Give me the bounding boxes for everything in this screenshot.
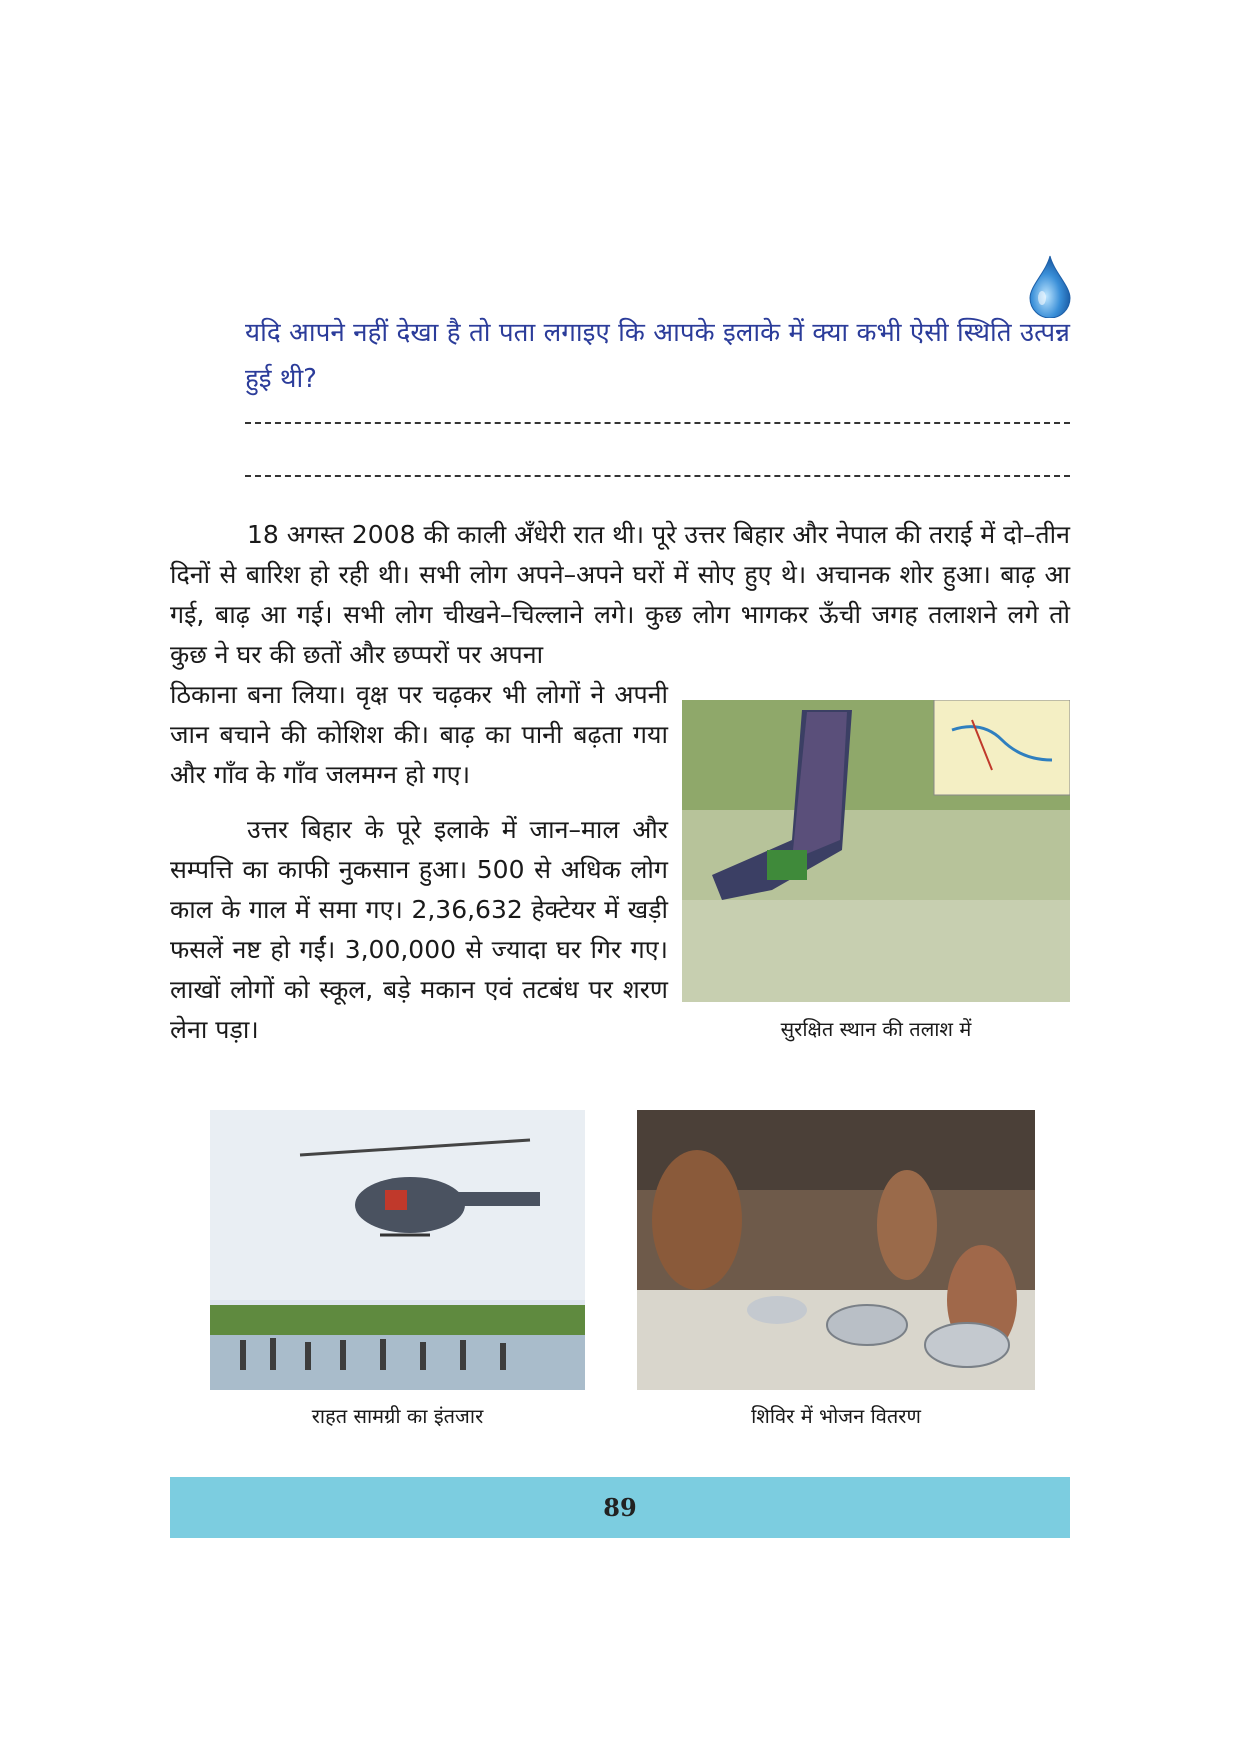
page-number: 89 [603,1493,637,1522]
paragraph-flood-damage: उत्तर बिहार के पूरे इलाके में जान–माल और सम्पत्ति का काफी नुकसान हुआ। 500 से अधिक लोग काल के गाल में समा गए। 2,36,632 हेक्टेयर में खड़ी फसलें नष्ट हो गईं। 3,00,000 से ज्यादा घर गिर गए। लाखों लोगों को स्कूल, बड़े मकान एवं तटबंध पर शरण लेना पड़ा। [170,815,668,1044]
answer-line-1[interactable] [245,422,1070,424]
paragraph-flood-night-continued: ठिकाना बना लिया। वृक्ष पर चढ़कर भी लोगों ने अपनी जान बचाने की कोशिश की। बाढ़ का पानी बढ़ता गया और गाँव के गाँव जलमग्न हो गए। [170,680,668,789]
question-text: यदि आपने नहीं देखा है तो पता लगाइए कि आपके इलाके में क्या कभी ऐसी स्थिति उत्पन्न हुई थी? [245,318,1070,394]
flood-crowd-photo [682,700,1070,1002]
food-distribution-photo [637,1110,1035,1390]
helicopter-relief-caption: राहत सामग्री का इंतजार [311,1404,484,1428]
food-distribution-caption: शिविर में भोजन वितरण [751,1404,921,1428]
water-drop-icon [1028,254,1072,318]
answer-line-2[interactable] [245,475,1070,477]
footer-bar [170,1477,1070,1538]
helicopter-relief-photo [210,1110,585,1390]
flood-crowd-caption: सुरक्षित स्थान की तलाश में [780,1017,972,1041]
paragraph-flood-night: 18 अगस्त 2008 की काली अँधेरी रात थी। पूरे उत्तर बिहार और नेपाल की तराई में दो–तीन दिनों से बारिश हो रही थी। सभी लोग अपने–अपने घरों में सोए हुए थे। अचानक शोर हुआ। बाढ़ आ गई, बाढ़ आ गई। सभी लोग चीखने–चिल्लाने लगे। कुछ लोग भागकर ऊँची जगह तलाशने लगे तो कुछ ने घर की छतों और छप्परों पर अपना [170,520,1070,669]
